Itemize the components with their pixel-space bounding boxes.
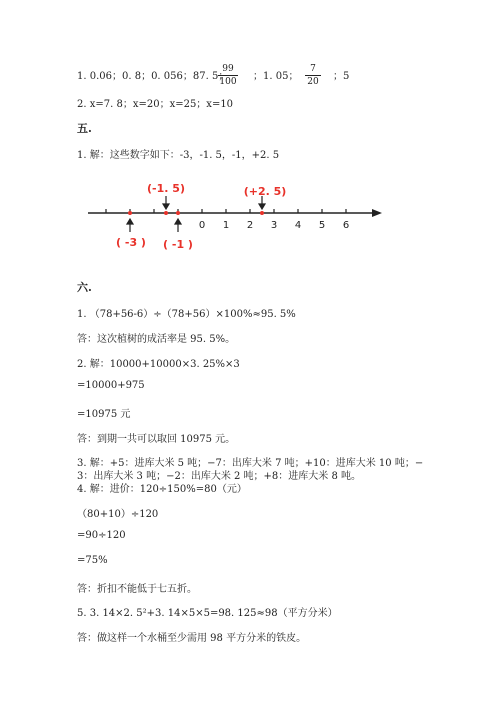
s6-line-4: =10000+975 — [77, 380, 145, 391]
label-minus-1: ( -1 ) — [163, 238, 193, 251]
label-minus-3: ( -3 ) — [116, 236, 146, 249]
label-plus-2-5: (+2. 5) — [243, 185, 287, 198]
answer-line-2: 2. x=7. 8；x=20；x=25；x=10 — [77, 99, 234, 110]
answer-text-c-wrap — [333, 67, 349, 82]
s6-line-5: =10975 元 — [77, 409, 131, 420]
answer-text-c: ；5 — [333, 71, 350, 82]
tick-label-4: 4 — [294, 220, 302, 231]
section5-q1: 1. 解：这些数字如下：-3，-1. 5，-1，+2. 5 — [77, 150, 280, 161]
tick-label-1: 1 — [222, 220, 230, 231]
s6-line-13: 答：折扣不能低于七五折。 — [77, 584, 197, 595]
section-heading-6: 六. — [77, 281, 92, 294]
tick-label-3: 3 — [270, 220, 278, 231]
fraction-numerator: 7 — [310, 64, 316, 74]
number-line-figure — [0, 178, 500, 258]
label-minus-1-5: (-1. 5) — [147, 182, 185, 195]
tick-label-6: 6 — [342, 220, 350, 231]
s6-line-8: 3：出库大米 3 吨；−2：出库大米 2 吨；+8：进库大米 8 吨。 — [77, 471, 362, 482]
s6-line-14: 5. 3. 14×2. 5²+3. 14×5×5=98. 125≈98（平方分米） — [77, 608, 338, 619]
fraction-denominator: 20 — [307, 77, 319, 87]
s6-line-6: 答：到期一共可以取回 10975 元。 — [77, 434, 236, 445]
section-heading-5: 五. — [77, 122, 92, 135]
tick-label-2: 2 — [246, 220, 254, 231]
tick-label-5: 5 — [318, 220, 326, 231]
fraction-99-100 — [218, 64, 238, 87]
s6-line-3: 2. 解：10000+10000×3. 25%×3 — [77, 359, 240, 370]
answer-text-b: ；1. 05； — [253, 71, 299, 82]
fraction-7-20 — [305, 64, 321, 87]
axis-arrowhead — [372, 209, 382, 217]
fraction-bar — [305, 75, 321, 76]
point-minus-1 — [176, 211, 180, 215]
s6-line-10: （80+10）÷120 — [77, 509, 159, 520]
fraction-numerator: 99 — [222, 64, 234, 74]
point-minus-1-5 — [164, 211, 168, 215]
answer-text-b-wrap — [253, 67, 298, 82]
s6-line-2: 答：这次植树的成活率是 95. 5%。 — [77, 334, 236, 345]
tick-label-0: 0 — [198, 220, 206, 231]
arrowhead-down-right — [259, 204, 265, 209]
answer-line-1 — [77, 67, 228, 82]
arrowhead-up-left — [127, 219, 133, 224]
point-minus-3 — [128, 211, 132, 215]
s6-line-15: 答：做这样一个水桶至少需用 98 平方分米的铁皮。 — [77, 633, 307, 644]
fraction-bar — [218, 75, 238, 76]
arrowhead-up-right — [175, 219, 181, 224]
point-plus-2-5 — [260, 211, 264, 215]
s6-line-9: 4. 解：进价：120÷150%=80（元） — [77, 484, 247, 495]
s6-line-7: 3. 解：+5：进库大米 5 吨；−7：出库大米 7 吨；+10：进库大米 10 吨；− — [77, 458, 424, 469]
arrowhead-down-left — [163, 204, 169, 209]
s6-line-12: =75% — [77, 555, 108, 566]
s6-line-1: 1. （78+56-6）÷（78+56）×100%≈95. 5% — [77, 309, 296, 320]
answer-text-a: 1. 0.06；0. 8；0. 056；87. 5； — [77, 71, 229, 82]
fraction-denominator: 100 — [219, 77, 237, 87]
s6-line-11: =90÷120 — [77, 530, 126, 541]
